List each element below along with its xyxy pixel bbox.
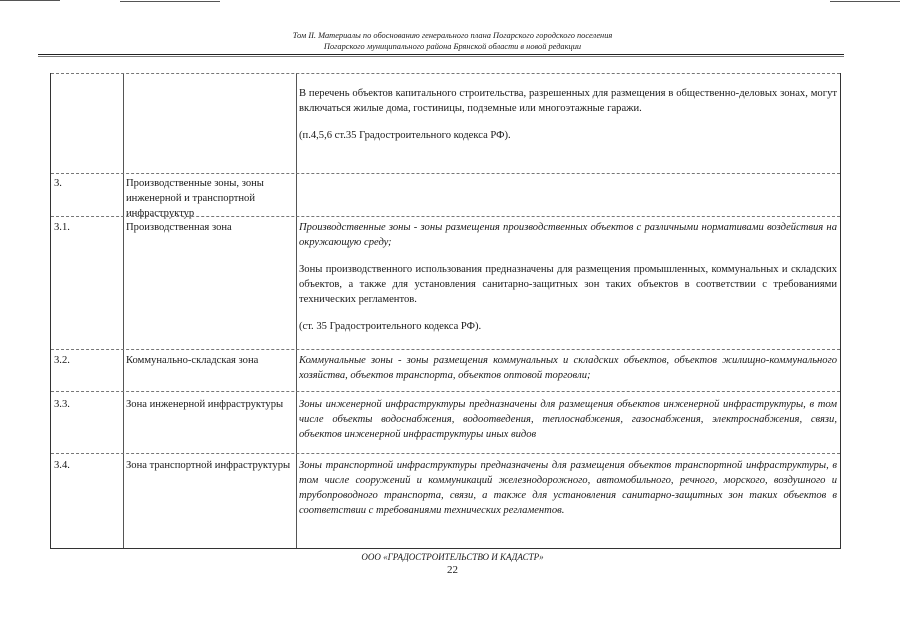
scan-artifact-line: [830, 1, 900, 2]
row-number: 3.2.: [54, 355, 70, 366]
row-number: 3.1.: [54, 222, 70, 233]
zone-name: Производственная зона: [126, 222, 232, 233]
description-paragraph: Зоны производственного использования предназначены для размещения промышленных, коммунальных и складских объектов, а также для установления санитарно-защитных зон таких объектов в соответствии с требованиями технических регламентов.: [299, 264, 837, 305]
row-divider: [51, 73, 840, 75]
column-divider: [123, 73, 124, 548]
row-divider: [51, 453, 840, 455]
row-number: 3.3.: [54, 399, 70, 410]
description-reference: (ст. 35 Градостроительного кодекса РФ).: [299, 321, 482, 332]
scan-artifact-line: [0, 0, 60, 1]
header-rule: [38, 54, 844, 55]
description-italic: Зоны транспортной инфраструктуры предназначены для размещения объектов транспортной инфраструктуры, в том числе сооружений и коммуникаций железнодорожного, автомобильного, речного, морского, воздушного и трубопроводного транспорта, связи, а также для установления санитарно-защитных зон таких объектов в соответствии с требованиями технических регламентов.: [299, 460, 837, 516]
zone-name: Коммунально-складская зона: [126, 355, 259, 366]
row-number: 3.: [54, 178, 62, 189]
continuation-description: [299, 86, 837, 143]
zone-description: [299, 458, 837, 518]
description-paragraph: В перечень объектов капитального строительства, разрешенных для размещения в общественно-деловых зонах, могут включаться жилые дома, гостиницы, подземные или многоэтажные гаражи.: [299, 88, 837, 114]
zone-description: [299, 397, 837, 442]
header-line-1: Том II. Материалы по обоснованию генерального плана Погарского городского поселения: [292, 31, 613, 40]
zones-table: [50, 73, 841, 549]
page-number: 22: [447, 564, 458, 576]
row-divider: [51, 391, 840, 393]
zone-name: Производственные зоны, зоны инженерной и транспортной инфраструктур: [126, 178, 264, 219]
column-divider: [296, 73, 297, 548]
zone-name: Зона инженерной инфраструктуры: [126, 399, 284, 410]
zone-description: [299, 353, 837, 383]
row-divider: [51, 349, 840, 351]
row-divider: [51, 173, 840, 175]
description-italic: Коммунальные зоны - зоны размещения коммунальных и складских объектов, объектов жилищно-коммунального хозяйства, объектов транспорта, объектов оптовой торговли;: [299, 355, 837, 381]
row-number: 3.4.: [54, 460, 70, 471]
header-line-2: Погарского муниципального района Брянской области в новой редакции: [323, 42, 582, 51]
description-italic: Производственные зоны - зоны размещения производственных объектов с различными нормативами воздействия на окружающую среду;: [299, 222, 837, 248]
description-italic: Зоны инженерной инфраструктуры предназначены для размещения объектов инженерной инфраструктуры, в том числе объекты водоснабжения, водоотведения, теплоснабжения, газоснабжения, электроснабжения, связи, объектов инженерной инфраструктуры иных видов: [299, 399, 837, 440]
scan-artifact-line: [120, 1, 220, 2]
header-rule-thin: [38, 56, 844, 57]
footer-company: ООО «ГРАДОСТРОИТЕЛЬСТВО И КАДАСТР»: [361, 552, 544, 562]
description-reference: (п.4,5,6 ст.35 Градостроительного кодекса РФ).: [299, 130, 511, 141]
zone-name: Зона транспортной инфраструктуры: [126, 460, 291, 471]
zone-description: [299, 220, 837, 334]
document-header: [150, 30, 755, 52]
